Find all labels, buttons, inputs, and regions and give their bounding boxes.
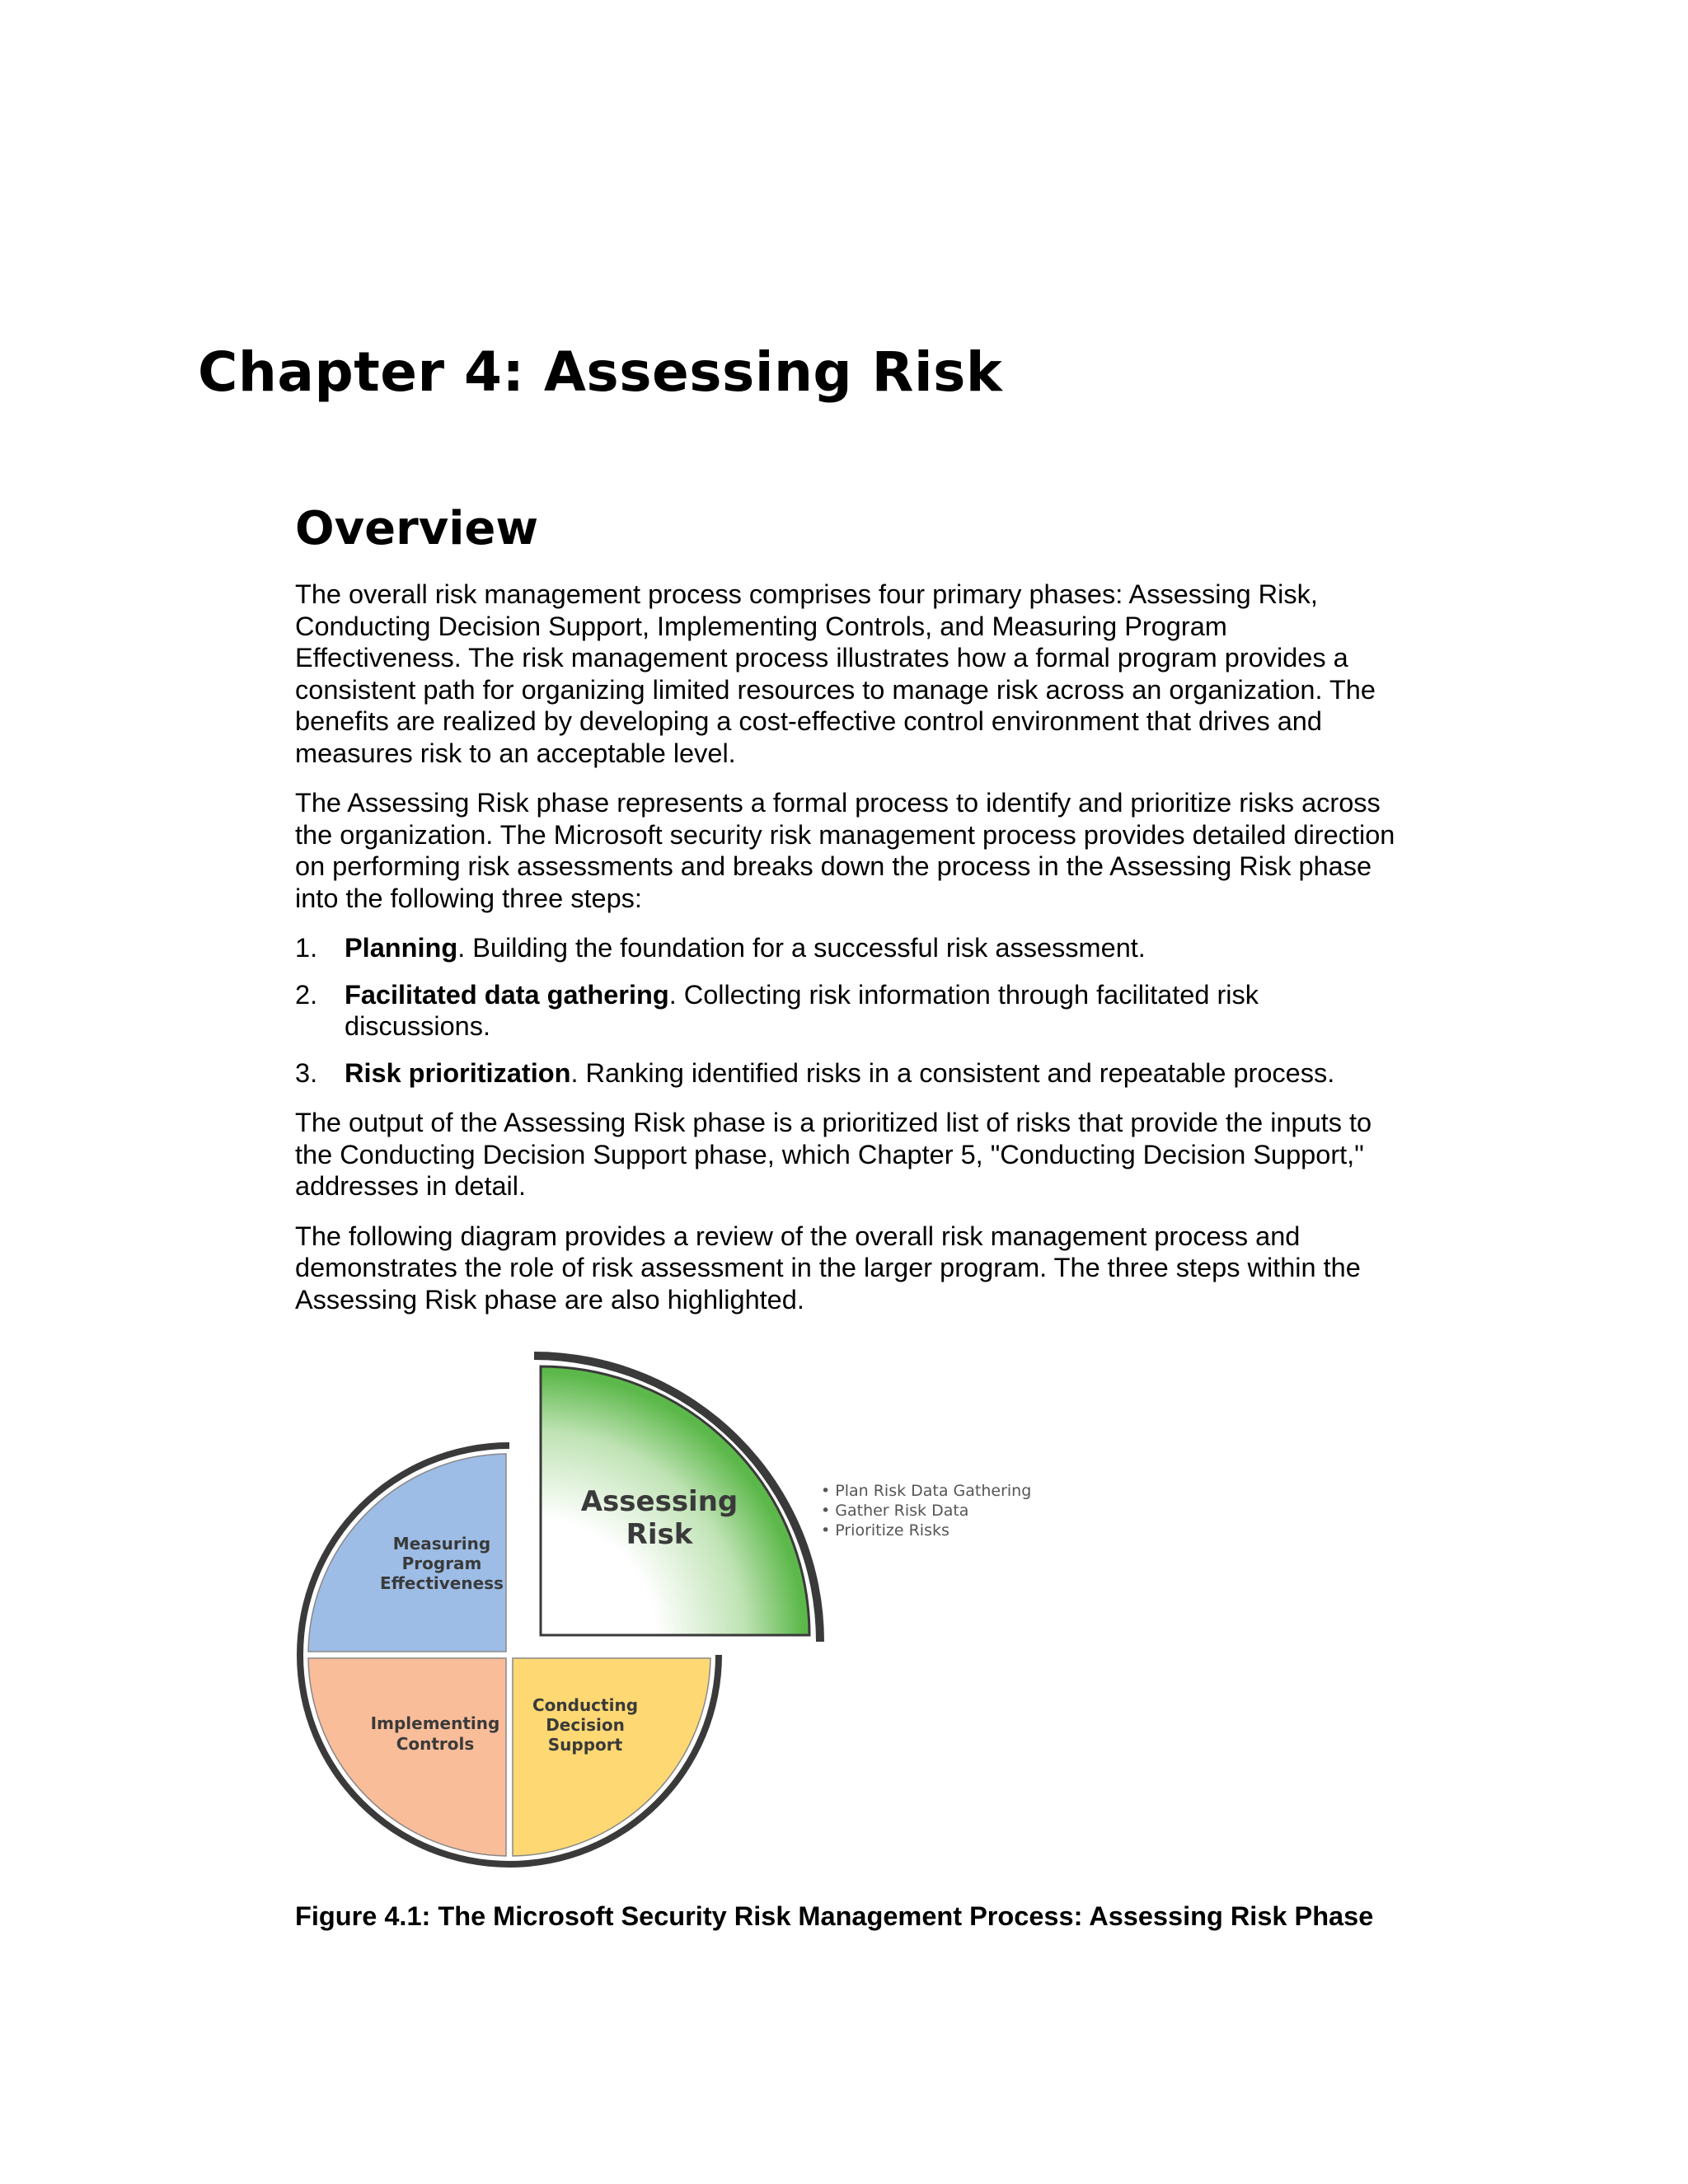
bullet-prioritize-risks: • Prioritize Risks <box>821 1521 950 1540</box>
risk-management-diagram <box>295 1342 1119 1886</box>
label-conducting-line1: Conducting <box>532 1695 639 1715</box>
label-implementing-line2: Controls <box>396 1734 475 1754</box>
quadrant-implementing <box>308 1658 506 1856</box>
step-text: . Ranking identified risks in a consistent and repeatable process. <box>570 1057 1335 1088</box>
paragraph-process-overview: The overall risk management process comprises four primary phases: Assessing Risk, Conducting Decision Support, Implementing Controls, and Measuring Program Effectiveness. The risk management process illustrates how a formal program provides a consistent path for organizing limited resources to manage risk across an organization. The benefits are realized by developing a cost-effective control environment that drives and measures risk to an acceptable level. <box>295 579 1376 768</box>
bullet-gather-risk-data: • Gather Risk Data <box>821 1502 969 1520</box>
step-term: Risk prioritization <box>345 1057 571 1088</box>
figure-caption: Figure 4.1: The Microsoft Security Risk Management Process: Assessing Risk Phase <box>295 1901 1374 1931</box>
label-measuring-line2: Program <box>401 1554 482 1573</box>
label-conducting-line2: Decision <box>546 1715 625 1735</box>
step-term: Planning <box>345 933 458 963</box>
label-implementing-line1: Implementing <box>370 1713 500 1733</box>
label-assessing-line1: Assessing <box>580 1485 738 1518</box>
bullet-plan-risk-data-gathering: • Plan Risk Data Gathering <box>821 1482 1032 1500</box>
list-item-step-1 <box>295 932 1400 964</box>
paragraph-output: The output of the Assessing Risk phase is a prioritized list of risks that provide the inputs to the Conducting Decision Support phase, which Chapter 5, "Conducting Decision Support," addresses in detail. <box>295 1108 1372 1201</box>
paragraph-diagram-intro: The following diagram provides a review of the overall risk management process and demonstrates the role of risk assessment in the larger program. The three steps within the Assessing Risk phase are also highlighted. <box>295 1221 1361 1315</box>
steps-list <box>295 932 1400 1089</box>
overview-section <box>295 494 1400 1333</box>
list-item-step-3 <box>295 1057 1400 1090</box>
step-number: 2. <box>295 979 318 1010</box>
chapter-title: Chapter 4: Assessing Risk <box>198 340 1003 404</box>
label-assessing-line2: Risk <box>626 1518 693 1551</box>
list-item-step-2 <box>295 979 1400 1043</box>
section-title: Overview <box>295 502 539 555</box>
step-term: Facilitated data gathering <box>345 979 669 1010</box>
label-measuring-line3: Effectiveness <box>380 1573 504 1593</box>
label-conducting-line3: Support <box>547 1735 623 1755</box>
diagram-svg <box>295 1342 1119 1886</box>
label-measuring-line1: Measuring <box>392 1534 491 1554</box>
step-text: . Building the foundation for a successful risk assessment. <box>457 933 1146 963</box>
step-number: 3. <box>295 1057 318 1088</box>
step-text: . Collecting risk information through facilitated risk discussions. <box>345 979 1259 1041</box>
paragraph-assessing-risk-phase: The Assessing Risk phase represents a formal process to identify and prioritize risks across the organization. The Microsoft security risk management process provides detailed direction on performing risk assessments and breaks down the process in the Assessing Risk phase into the following three steps: <box>295 788 1395 913</box>
step-number: 1. <box>295 933 318 963</box>
quadrant-conducting <box>513 1658 710 1856</box>
